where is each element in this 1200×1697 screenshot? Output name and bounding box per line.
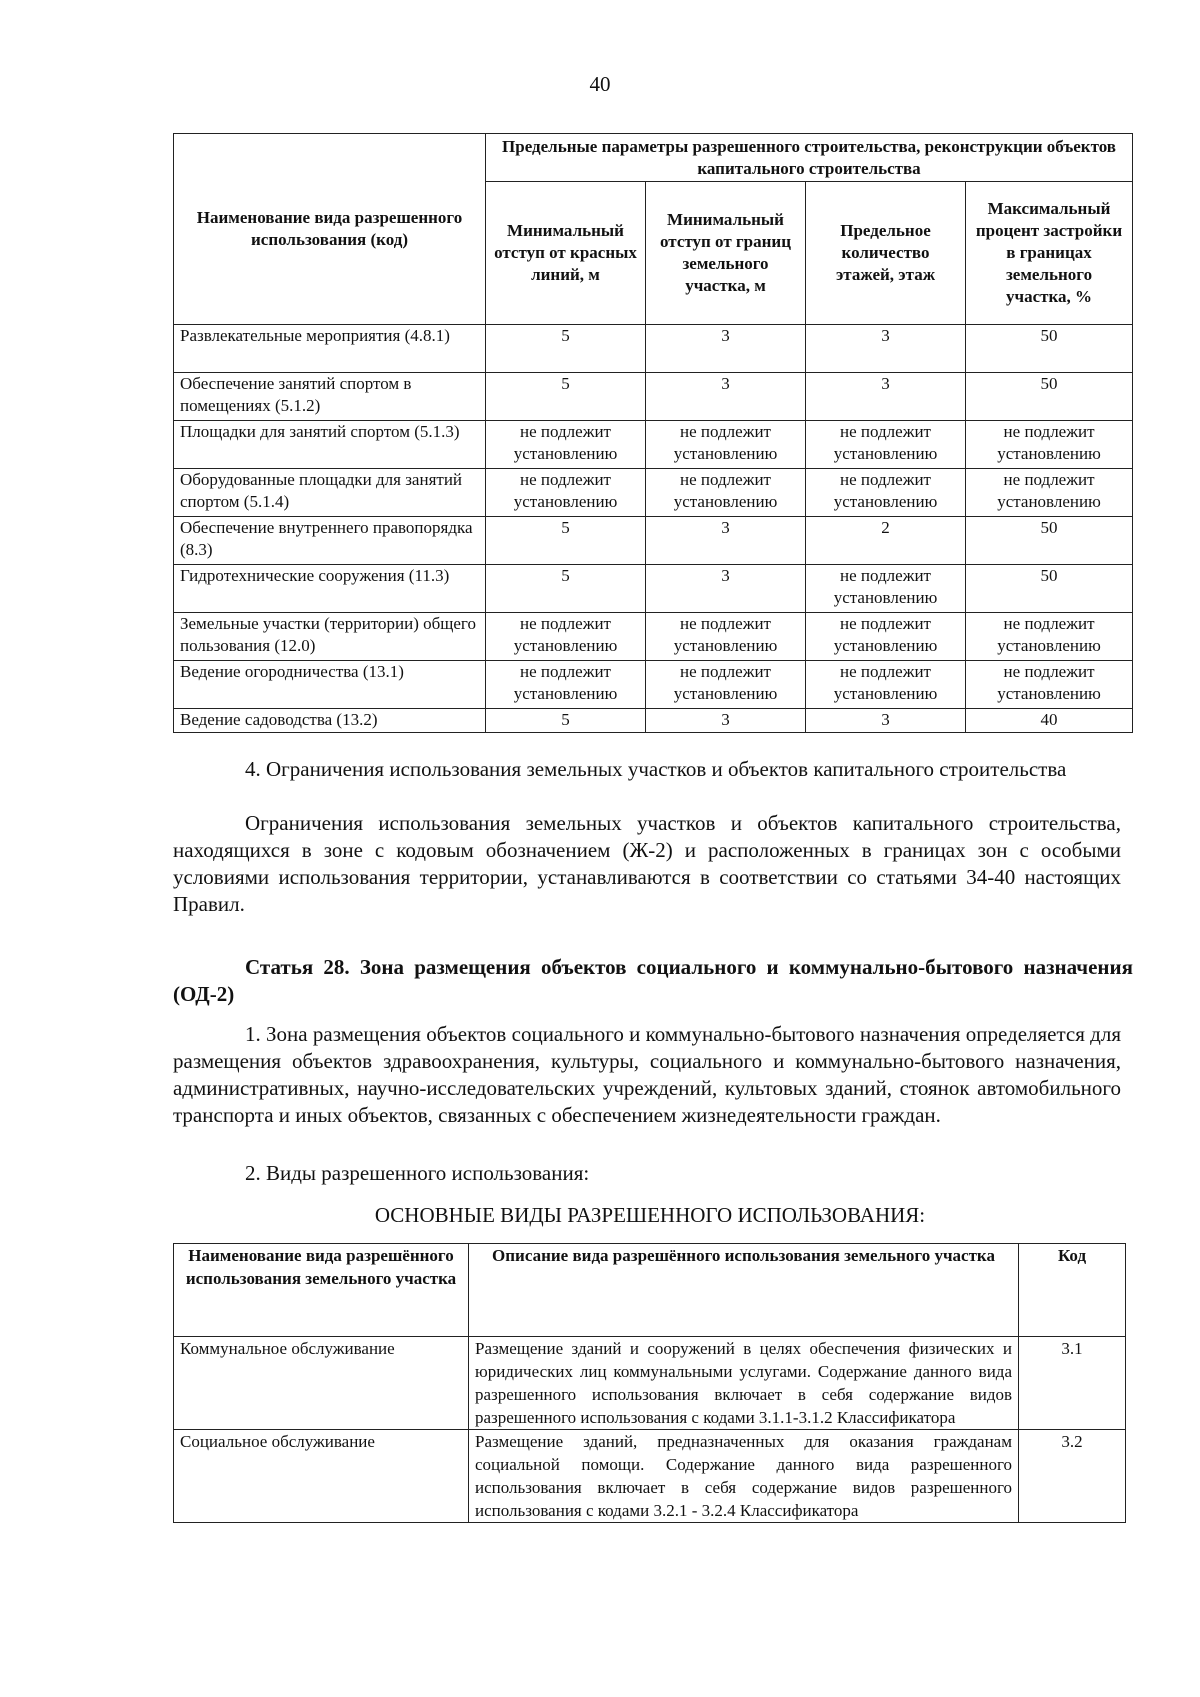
value-cell: не подлежит установлению (806, 661, 966, 709)
value-cell: не подлежит установлению (646, 613, 806, 661)
value-cell: 50 (966, 373, 1133, 421)
value-cell: не подлежит установлению (486, 661, 646, 709)
section4-title: 4. Ограничения использования земельных участков и объектов капитального строительства (245, 757, 1067, 781)
value-cell: 5 (486, 517, 646, 565)
value-cell: не подлежит установлению (486, 469, 646, 517)
value-cell: не подлежит установлению (646, 469, 806, 517)
value-cell: 2 (806, 517, 966, 565)
value-cell: 3 (806, 325, 966, 373)
uses-header-name: Наименование вида разрешённого использования земельного участка (174, 1244, 469, 1337)
params-header-group: Предельные параметры разрешенного строительства, реконструкции объектов капитального строительства (486, 134, 1133, 182)
table-row (174, 709, 1133, 733)
params-header-col: Минимальный отступ от границ земельного участка, м (646, 182, 806, 325)
section4-text: Ограничения использования земельных участков и объектов капитального строительства, находящихся в зоне с кодовым обозначением (Ж-2) и расположенных в границах зон с особыми условиями использования территории, устанавливаются в соответствии со статьями 34-40 настоящих Правил. (173, 811, 1121, 916)
value-cell: не подлежит установлению (486, 613, 646, 661)
value-cell: 40 (966, 709, 1133, 733)
use-name: Ведение садоводства (13.2) (174, 709, 486, 733)
use-description: Размещение зданий и сооружений в целях обеспечения физических и юридических лиц коммунальными услугами. Содержание данного вида разрешенного использования включает в себя содержание видов разрешенного использования с кодами 3.1.1-3.1.2 Классификатора (469, 1337, 1019, 1430)
value-cell: не подлежит установлению (966, 661, 1133, 709)
use-name: Обеспечение внутреннего правопорядка (8.3) (174, 517, 486, 565)
table-row (174, 373, 1133, 421)
use-name: Социальное обслуживание (174, 1430, 469, 1523)
table-row (174, 565, 1133, 613)
params-header-name: Наименование вида разрешенного использования (код) (174, 134, 486, 325)
use-name: Развлекательные мероприятия (4.8.1) (174, 325, 486, 373)
use-name: Оборудованные площадки для занятий спортом (5.1.4) (174, 469, 486, 517)
value-cell: не подлежит установлению (646, 421, 806, 469)
uses-header-desc: Описание вида разрешённого использования земельного участка (469, 1244, 1019, 1337)
params-header-col: Минимальный отступ от красных линий, м (486, 182, 646, 325)
use-name: Коммунальное обслуживание (174, 1337, 469, 1430)
table-row (174, 613, 1133, 661)
value-cell: 5 (486, 325, 646, 373)
use-name: Ведение огородничества (13.1) (174, 661, 486, 709)
value-cell: не подлежит установлению (966, 613, 1133, 661)
table-row (174, 661, 1133, 709)
uses-table (173, 1243, 1126, 1523)
use-description: Размещение зданий, предназначенных для оказания гражданам социальной помощи. Содержание данного вида разрешенного использования включает в себя содержание видов разрешенного использования с кодами 3.2.1 - 3.2.4 Классификатора (469, 1430, 1019, 1523)
value-cell: не подлежит установлению (966, 469, 1133, 517)
table-row (174, 1337, 1126, 1430)
uses-header-code: Код (1019, 1244, 1126, 1337)
value-cell: 5 (486, 373, 646, 421)
page-number: 40 (589, 72, 611, 96)
use-code: 3.2 (1019, 1430, 1126, 1523)
use-name: Гидротехнические сооружения (11.3) (174, 565, 486, 613)
use-code: 3.1 (1019, 1337, 1126, 1430)
value-cell: 5 (486, 565, 646, 613)
article-paragraph-2: 2. Виды разрешенного использования: (245, 1161, 590, 1185)
value-cell: 50 (966, 517, 1133, 565)
table-row (174, 469, 1133, 517)
use-name: Обеспечение занятий спортом в помещениях (5.1.2) (174, 373, 486, 421)
value-cell: не подлежит установлению (966, 421, 1133, 469)
table-row (174, 421, 1133, 469)
value-cell: 50 (966, 325, 1133, 373)
params-header-col: Предельное количество этажей, этаж (806, 182, 966, 325)
main-uses-title: ОСНОВНЫЕ ВИДЫ РАЗРЕШЕННОГО ИСПОЛЬЗОВАНИЯ: (374, 1203, 926, 1227)
table-row (174, 1430, 1126, 1523)
value-cell: не подлежит установлению (806, 421, 966, 469)
value-cell: 3 (646, 373, 806, 421)
value-cell: не подлежит установлению (806, 565, 966, 613)
use-name: Земельные участки (территории) общего пользования (12.0) (174, 613, 486, 661)
use-name: Площадки для занятий спортом (5.1.3) (174, 421, 486, 469)
value-cell: не подлежит установлению (806, 469, 966, 517)
value-cell: 3 (646, 565, 806, 613)
value-cell: 3 (646, 325, 806, 373)
params-header-col: Максимальный процент застройки в границах земельного участка, % (966, 182, 1133, 325)
article-paragraph-1: 1. Зона размещения объектов социального и коммунально-бытового назначения определяется для размещения объектов здравоохранения, культуры, социального и коммунально-бытового назначения, административных, научно-исследовательских учреждений, культовых зданий, стоянок автомобильного транспорта и иных объектов, связанных с обеспечением жизнедеятельности граждан. (173, 1022, 1121, 1127)
table-row (174, 517, 1133, 565)
value-cell: не подлежит установлению (486, 421, 646, 469)
value-cell: не подлежит установлению (806, 613, 966, 661)
value-cell: 50 (966, 565, 1133, 613)
params-table (173, 133, 1133, 733)
table-row (174, 325, 1133, 373)
value-cell: 3 (646, 517, 806, 565)
value-cell: не подлежит установлению (646, 661, 806, 709)
article-heading: Статья 28. Зона размещения объектов социального и коммунально-бытового назначения (ОД-2) (173, 955, 1133, 1006)
value-cell: 3 (646, 709, 806, 733)
value-cell: 3 (806, 373, 966, 421)
value-cell: 5 (486, 709, 646, 733)
value-cell: 3 (806, 709, 966, 733)
